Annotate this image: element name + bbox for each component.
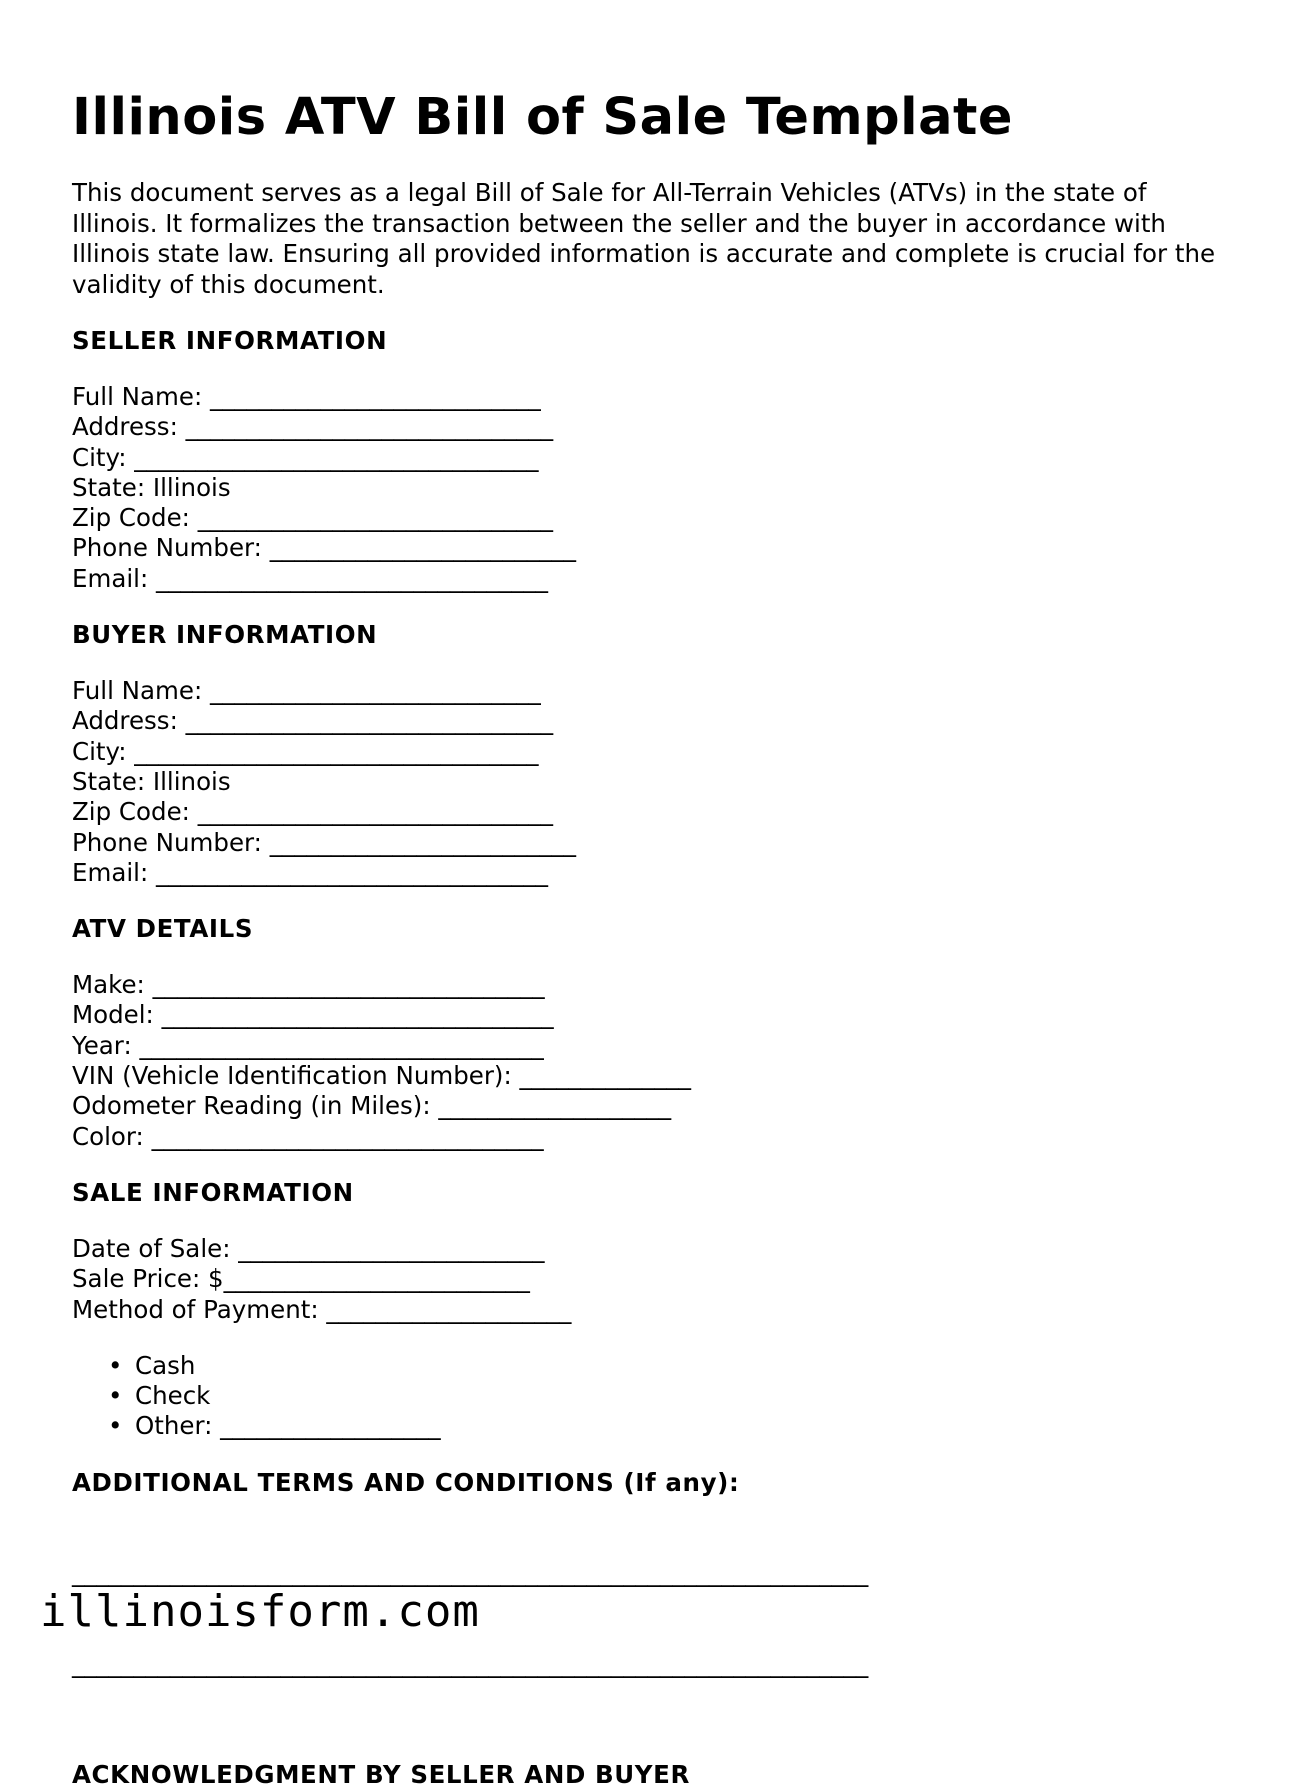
seller-full-name-field[interactable]: Full Name: ___________________________ [72,382,541,411]
acknowledgment-heading: ACKNOWLEDGMENT BY SELLER AND BUYER [72,1760,690,1790]
payment-option-label: Cash [135,1350,196,1380]
atv-section-heading: ATV DETAILS [72,914,254,944]
site-watermark: illinoisform.com [40,1586,480,1637]
atv-year-field[interactable]: Year: _________________________________ [72,1030,544,1060]
atv-model-field[interactable]: Model: ________________________________ [72,1000,554,1030]
seller-state-field: State: Illinois [72,472,231,502]
page-title: Illinois ATV Bill of Sale Template [72,88,1014,147]
buyer-phone-field[interactable]: Phone Number: _________________________ [72,827,576,857]
document-page [72,86,1222,1790]
sale-fields [72,1234,1222,1325]
seller-section-heading: SELLER INFORMATION [72,326,388,355]
payment-option-check[interactable] [108,1381,1222,1411]
atv-make-field[interactable]: Make: ________________________________ [72,970,545,1000]
seller-address-field[interactable]: Address: ______________________________ [72,412,554,442]
bullet-icon: • [108,1411,123,1441]
payment-options-list [72,1351,1222,1442]
buyer-email-field[interactable]: Email: ________________________________ [72,857,549,887]
seller-zip-field[interactable]: Zip Code: _____________________________ [72,503,553,533]
buyer-address-field[interactable]: Address: ______________________________ [72,706,554,736]
atv-fields [72,970,1222,1152]
buyer-state-field: State: Illinois [72,766,231,796]
seller-phone-field[interactable]: Phone Number: _________________________ [72,533,576,563]
sale-price-field[interactable]: Sale Price: $_________________________ [72,1264,530,1294]
payment-option-label: Other: __________________ [135,1411,441,1441]
seller-city-field[interactable]: City: _________________________________ [72,442,539,472]
atv-color-field[interactable]: Color: ________________________________ [72,1121,544,1151]
buyer-zip-field[interactable]: Zip Code: _____________________________ [72,797,553,827]
payment-option-cash[interactable] [108,1351,1222,1381]
intro-paragraph: This document serves as a legal Bill of Sale for All-Terrain Vehicles (ATVs) in the state of Illinois. It formalizes the transaction between the seller and the buyer in accordance with Illinois state law. Ensuring all provided information is accurate and complete is crucial for the validity of this document. [72,178,1216,299]
terms-line-2[interactable]: _________________________________________________________________ [72,1649,869,1679]
atv-odometer-field[interactable]: Odometer Reading (in Miles): ___________________ [72,1091,672,1121]
payment-option-other[interactable] [108,1411,1222,1441]
buyer-section-heading: BUYER INFORMATION [72,620,378,650]
buyer-full-name-field[interactable]: Full Name: ___________________________ [72,676,541,706]
atv-vin-field[interactable]: VIN (Vehicle Identification Number): ______________ [72,1061,692,1091]
payment-option-label: Check [135,1381,211,1411]
sale-section-heading: SALE INFORMATION [72,1177,354,1207]
buyer-city-field[interactable]: City: _________________________________ [72,736,539,766]
payment-method-field[interactable]: Method of Payment: ____________________ [72,1294,572,1324]
seller-fields [72,382,1222,594]
bullet-icon: • [108,1350,123,1380]
terms-line-1[interactable]: _________________________________________________________________ [72,1558,869,1588]
seller-email-field[interactable]: Email: ________________________________ [72,563,549,593]
sale-date-field[interactable]: Date of Sale: _________________________ [72,1233,545,1263]
terms-section-heading: ADDITIONAL TERMS AND CONDITIONS (If any): [72,1467,740,1497]
bullet-icon: • [108,1381,123,1411]
buyer-fields [72,676,1222,888]
